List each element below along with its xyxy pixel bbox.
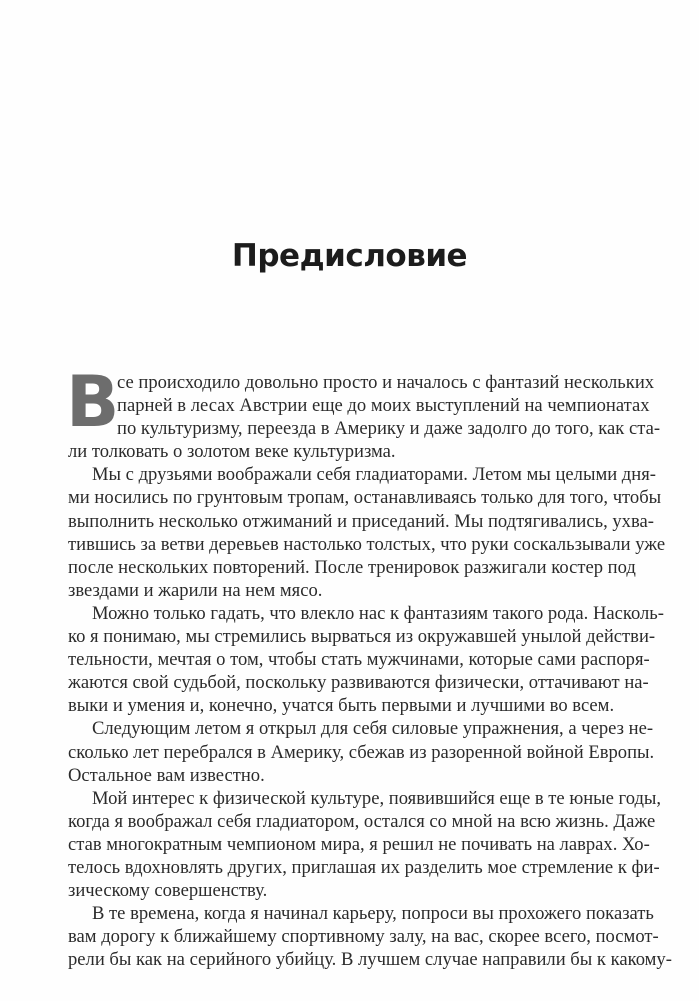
text-line: ли толковать о золотом веке культуризма. <box>68 441 396 463</box>
paragraph-6 <box>68 902 672 971</box>
text-line: по культуризму, переезда в Америку и даже задолго до того, как ста- <box>117 418 661 440</box>
text-line: се происходило довольно просто и началось с фантазий нескольких <box>117 372 655 393</box>
text-line: В те времена, когда я начинал карьеру, попроси вы прохожего показать <box>92 903 654 925</box>
text-line: Можно только гадать, что влекло нас к фантазиям такого рода. Насколь- <box>92 602 664 624</box>
paragraph-2 <box>68 463 666 602</box>
text-line: выки и умения и, конечно, учатся быть первыми и лучшими во всем. <box>68 695 615 717</box>
text-line: звездами и жарили на нем мясо. <box>68 579 323 601</box>
text-line: сколько лет перебрался в Америку, сбежав из разоренной войной Европы. <box>68 741 655 763</box>
body-text <box>66 361 672 971</box>
text-line: жаются свой судьбой, поскольку развиваются физически, оттачивают на- <box>68 672 649 694</box>
text-line: Следующим летом я открыл для себя силовые упражнения, а через не- <box>92 718 654 740</box>
paragraph-1 <box>68 371 661 463</box>
text-line: Мой интерес к физической культуре, появившийся еще в те юные годы, <box>92 787 662 809</box>
text-line: став многократным чемпионом мира, я решил не почивать на лаврах. Хо- <box>68 833 650 855</box>
paragraph-5 <box>68 787 662 902</box>
text-line: ко я понимаю, мы стремились вырваться из окружавшей унылой действи- <box>68 626 656 648</box>
paragraph-4 <box>68 717 655 786</box>
text-line: телось вдохновлять других, приглашая их разделить мое стремление к фи- <box>68 856 660 878</box>
text-line: ми носились по грунтовым тропам, останавливаясь только для того, чтобы <box>68 487 662 509</box>
chapter-title: Предисловие <box>231 238 468 274</box>
drop-cap: В <box>66 361 120 443</box>
text-line: рели бы как на серийного убийцу. В лучшем случае направили бы к какому- <box>68 949 672 971</box>
paragraph-3 <box>68 602 664 717</box>
text-line: когда я воображал себя гладиатором, остался со мной на всю жизнь. Даже <box>68 810 656 832</box>
text-line: вам дорогу к ближайшему спортивному залу, на вас, скорее всего, посмот- <box>68 926 659 948</box>
text-line: после нескольких повторений. После тренировок разжигали костер под <box>68 556 636 578</box>
text-line: тившись за ветви деревьев настолько толстых, что руки соскальзывали уже <box>68 533 666 555</box>
text-line: тельности, мечтая о том, чтобы стать мужчинами, которые сами распоря- <box>68 649 650 671</box>
text-line: зическому совершенству. <box>68 880 268 902</box>
text-line: выполнить несколько отжиманий и приседаний. Мы подтягивались, ухва- <box>68 510 654 532</box>
text-line: парней в лесах Австрии еще до моих выступлений на чемпионатах <box>117 395 650 417</box>
text-line: Мы с друзьями воображали себя гладиаторами. Летом мы целыми дня- <box>92 464 656 486</box>
text-line: Остальное вам известно. <box>68 764 265 786</box>
